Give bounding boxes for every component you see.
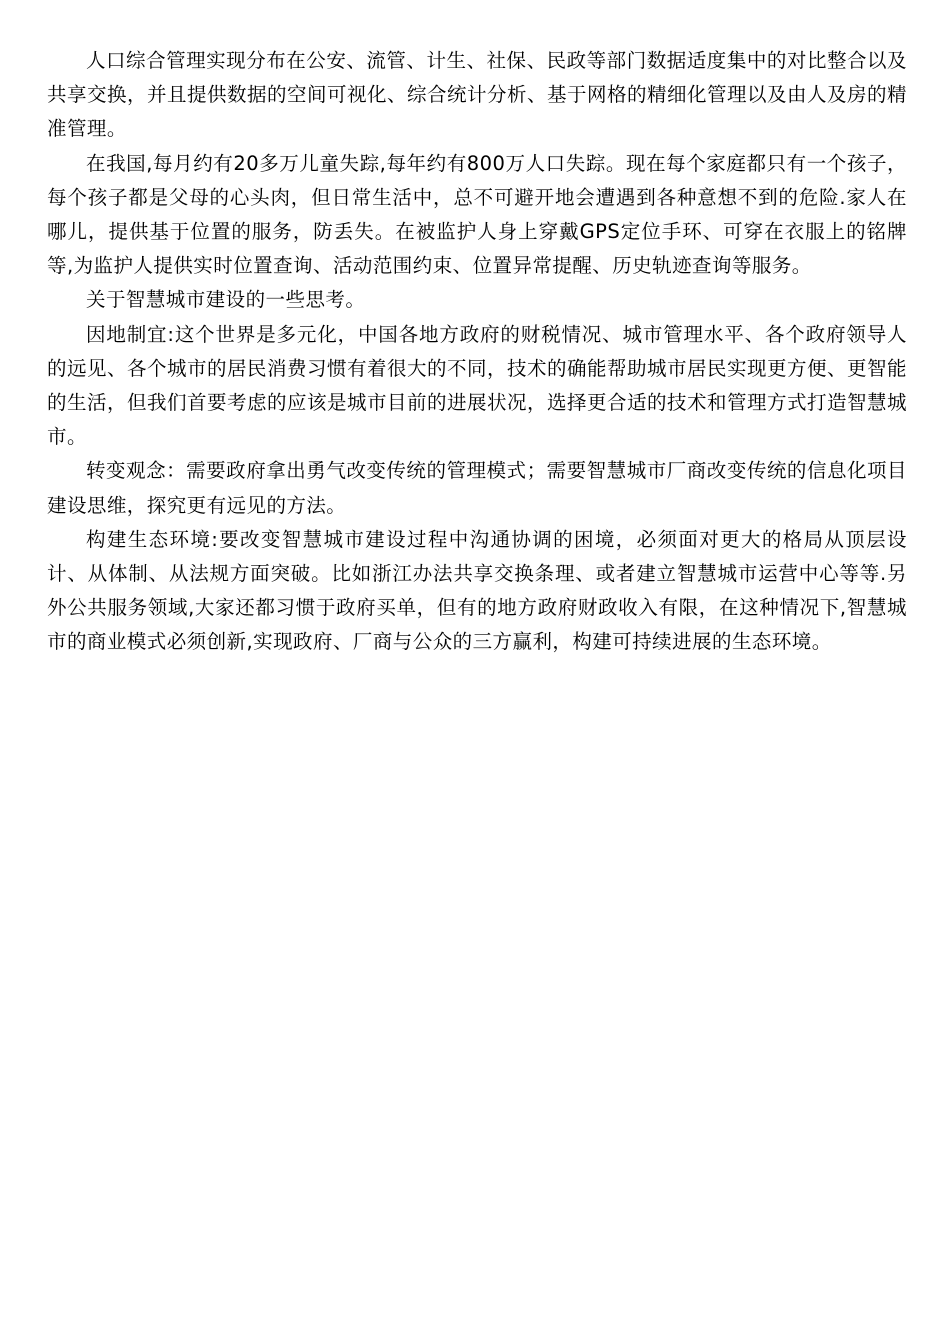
document-body [47,44,907,660]
paragraph-population-management: 人口综合管理实现分布在公安、流管、计生、社保、民政等部门数据适度集中的对比整合以及共享交换，并且提供数据的空间可视化、综合统计分析、基于网格的精细化管理以及由人及房的精准管理。 [47,49,907,141]
paragraph-local-conditions: 因地制宜:这个世界是多元化，中国各地方政府的财税情况、城市管理水平、各个政府领导人的远见、各个城市的居民消费习惯有着很大的不同，技术的确能帮助城市居民实现更方便、更智能的生活，但我们首要考虑的应该是城市目前的进展状况，选择更合适的技术和管理方式打造智慧城市。 [47,322,907,449]
paragraph-missing-children: 在我国,每月约有20多万儿童失踪,每年约有800万人口失踪。现在每个家庭都只有一个孩子，每个孩子都是父母的心头肉，但日常生活中，总不可避开地会遭遇到各种意想不到的危险.家人在哪儿，提供基于位置的服务，防丢失。在被监护人身上穿戴GPS定位手环、可穿在衣服上的铭牌等,为监护人提供实时位置查询、活动范围约束、位置异常提醒、历史轨迹查询等服务。 [47,151,907,278]
paragraph-change-mindset: 转变观念：需要政府拿出勇气改变传统的管理模式；需要智慧城市厂商改变传统的信息化项目建设思维，探究更有远见的方法。 [47,459,907,517]
paragraph-thoughts-heading: 关于智慧城市建设的一些思考。 [86,288,366,312]
paragraph-ecosystem: 构建生态环境:要改变智慧城市建设过程中沟通协调的困境，必须面对更大的格局从顶层设计、从体制、从法规方面突破。比如浙江办法共享交换条理、或者建立智慧城市运营中心等等.另外公共服务领域,大家还都习惯于政府买单，但有的地方政府财政收入有限，在这种情况下,智慧城市的商业模式必须创新,实现政府、厂商与公众的三方赢利，构建可持续进展的生态环境。 [47,527,907,654]
